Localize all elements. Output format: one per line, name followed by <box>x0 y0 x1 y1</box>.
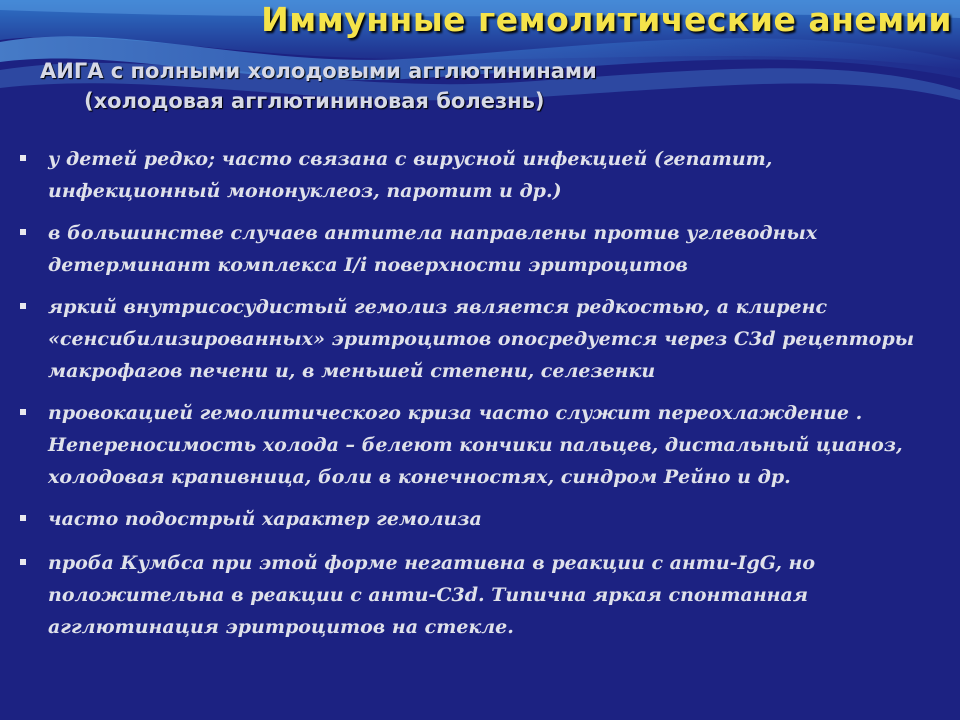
bullet-square-icon <box>20 559 26 565</box>
bullet-list <box>16 143 946 653</box>
list-item <box>16 291 946 387</box>
list-item <box>16 397 946 493</box>
bullet-square-icon <box>20 303 26 309</box>
list-item <box>16 547 946 643</box>
list-item <box>16 143 946 207</box>
bullet-square-icon <box>20 155 26 161</box>
subtitle-line-2: (холодовая агглютининовая болезнь) <box>84 89 545 113</box>
bullet-text: часто подострый характер гемолиза <box>48 508 482 530</box>
subtitle-line-1: АИГА с полными холодовыми агглютининами <box>40 59 597 83</box>
bullet-text: яркий внутрисосудистый гемолиз является редкостью, а клиренс «сенсибилизированных» эритроцитов опосредуется через C3d рецепторы макрофагов печени и, в меньшей степени, селезенки <box>48 296 915 382</box>
bullet-text: у детей редко; часто связана с вирусной инфекцией (гепатит, инфекционный мононуклеоз, паротит и др.) <box>48 148 773 202</box>
slide-title: Иммунные гемолитические анемии <box>261 0 952 39</box>
bullet-square-icon <box>20 515 26 521</box>
list-item <box>16 503 946 535</box>
bullet-text: в большинстве случаев антитела направлены против углеводных детерминант комплекса I/i поверхности эритроцитов <box>48 222 818 276</box>
bullet-text: проба Кумбса при этой форме негативна в реакции с анти-IgG, но положительна в реакции с анти-C3d. Типична яркая спонтанная агглютинация эритроцитов на стекле. <box>48 552 816 638</box>
bullet-square-icon <box>20 409 26 415</box>
list-item <box>16 217 946 281</box>
bullet-text: провокацией гемолитического криза часто служит переохлаждение . Непереносимость холода – белеют кончики пальцев, дистальный цианоз, холодовая крапивница, боли в конечностях, синдром Рейно и др. <box>48 402 903 488</box>
slide-subtitle <box>40 56 900 116</box>
bullet-square-icon <box>20 229 26 235</box>
